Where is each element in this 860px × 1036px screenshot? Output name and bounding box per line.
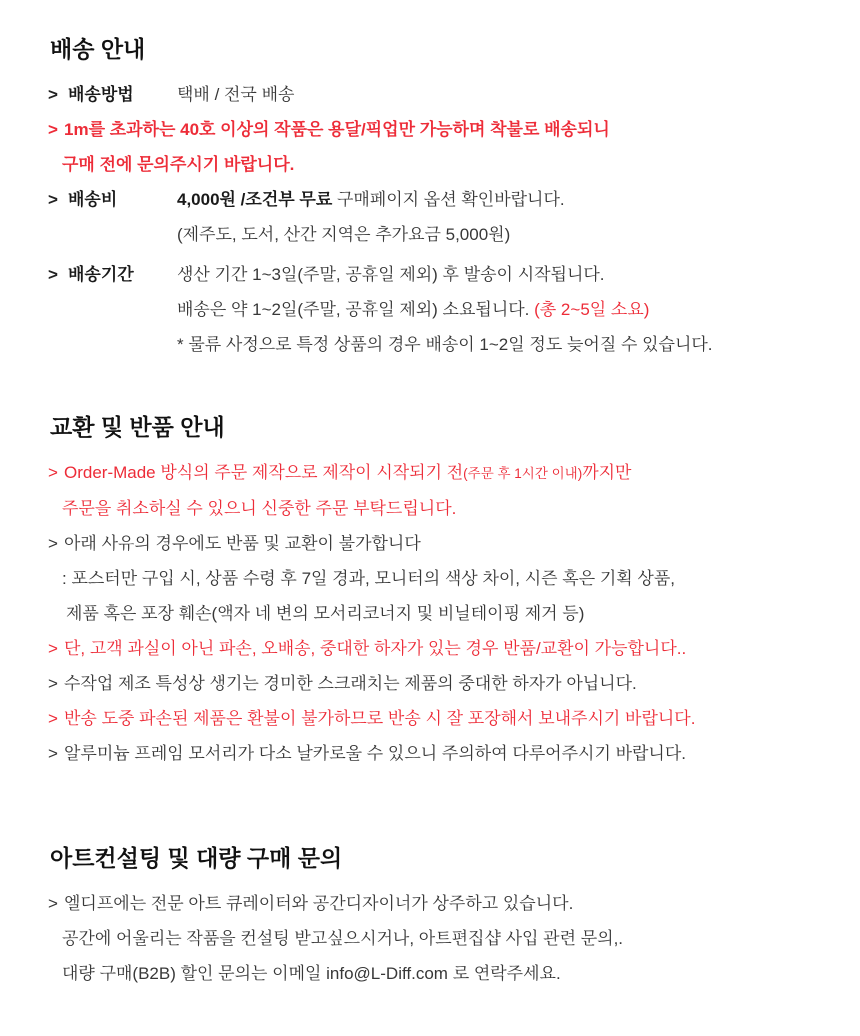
shipping-fee-line1 <box>177 189 860 211</box>
shipping-period-line3: * 물류 사정으로 특정 상품의 경우 배송이 1~2일 정도 늦어질 수 있습니다. <box>177 335 713 354</box>
shipping-period-total-days: (총 2~5일 소요) <box>534 300 650 319</box>
no-return-line1 <box>0 533 860 555</box>
returns-item-0-text: 단, 고객 과실이 아닌 파손, 오배송, 중대한 하자가 있는 경우 반품/교환이 가능합니다.. <box>64 639 687 658</box>
shipping-fee-label: 배송비 <box>68 190 118 209</box>
bullet-marker: > <box>48 265 58 284</box>
shipping-fee-rest: 구매페이지 옵션 확인바랍니다. <box>332 190 565 209</box>
consulting-line3-post: 로 연락주세요. <box>447 964 561 983</box>
shipping-period-row <box>0 264 860 356</box>
consulting-section-title: 아트컨설팅 및 대량 구매 문의 <box>50 845 343 871</box>
shipping-method-label: 배송방법 <box>68 85 134 104</box>
returns-item-3 <box>0 743 860 765</box>
bullet-marker: > <box>48 534 58 553</box>
shipping-fee-note: (제주도, 도서, 산간 지역은 추가요금 5,000원) <box>177 225 511 244</box>
bullet-marker: > <box>48 674 58 693</box>
bullet-marker: > <box>48 85 58 104</box>
returns-item-1 <box>0 673 860 695</box>
shipping-period-line2-text: 배송은 약 1~2일(주말, 공휴일 제외) 소요됩니다. <box>177 300 535 319</box>
returns-item-1-text: 수작업 제조 특성상 생기는 경미한 스크래치는 제품의 중대한 하자가 아닙니다. <box>64 674 637 693</box>
bullet-marker: > <box>48 639 58 658</box>
shipping-period-line2 <box>177 299 860 321</box>
bullet-marker: > <box>48 463 58 482</box>
returns-item-0 <box>0 638 860 660</box>
no-return-text1: 아래 사유의 경우에도 반품 및 교환이 불가합니다 <box>64 534 421 553</box>
consulting-line1-text: 엘디프에는 전문 아트 큐레이터와 공간디자이너가 상주하고 있습니다. <box>64 894 574 913</box>
bullet-marker: > <box>48 709 58 728</box>
returns-item-2-text: 반송 도중 파손된 제품은 환불이 불가하므로 반송 시 잘 포장해서 보내주시기 바랍니다. <box>64 709 696 728</box>
shipping-fee-value <box>177 189 860 246</box>
cancel-policy-post: 까지만 <box>582 463 632 482</box>
consulting-line1 <box>0 893 860 915</box>
shipping-period-value <box>177 264 860 356</box>
consulting-line3 <box>0 963 860 985</box>
returns-section-title: 교환 및 반품 안내 <box>50 414 225 440</box>
contact-email-text: info@L-Diff.com <box>326 964 448 983</box>
cancel-policy-small: (주문 후 1시간 이내) <box>463 466 583 481</box>
oversize-notice-line1 <box>0 119 860 141</box>
bullet-marker: > <box>48 744 58 763</box>
consulting-line2: 공간에 어울리는 작품을 컨설팅 받고싶으시거나, 아트편집샵 사입 관련 문의,. <box>62 929 624 948</box>
shipping-period-line1: 생산 기간 1~3일(주말, 공휴일 제외) 후 발송이 시작됩니다. <box>177 265 605 284</box>
returns-item-2 <box>0 708 860 730</box>
bullet-marker: > <box>48 190 58 209</box>
bullet-marker: > <box>48 894 58 913</box>
cancel-policy-line2: 주문을 취소하실 수 있으니 신중한 주문 부탁드립니다. <box>62 499 457 518</box>
shipping-fee-amount: 4,000원 /조건부 무료 <box>177 190 333 209</box>
oversize-notice-line2: 구매 전에 문의주시기 바랍니다. <box>62 155 295 174</box>
no-return-line2: : 포스터만 구입 시, 상품 수령 후 7일 경과, 모니터의 색상 차이, 시즌 혹은 기획 상품, <box>62 569 675 588</box>
shipping-period-label: 배송기간 <box>68 265 134 284</box>
bullet-marker: > <box>48 120 58 139</box>
cancel-policy-pre: Order-Made 방식의 주문 제작으로 제작이 시작되기 전 <box>64 463 464 482</box>
no-return-line3: 제품 혹은 포장 훼손(액자 네 변의 모서리코너지 및 비닐테이핑 제거 등) <box>66 604 585 623</box>
oversize-notice-text1: 1m를 초과하는 40호 이상의 작품은 용달/픽업만 가능하며 착불로 배송되니 <box>64 120 610 139</box>
shipping-section-title: 배송 안내 <box>50 36 146 62</box>
shipping-method-row <box>0 84 860 106</box>
shipping-fee-row <box>0 189 860 246</box>
returns-item-3-text: 알루미늄 프레임 모서리가 다소 날카로울 수 있으니 주의하여 다루어주시기 바랍니다. <box>64 744 687 763</box>
shipping-method-value: 택배 / 전국 배송 <box>177 85 295 104</box>
cancel-policy-line1 <box>0 462 860 485</box>
consulting-line3-pre: 대량 구매(B2B) 할인 문의는 이메일 <box>62 964 327 983</box>
